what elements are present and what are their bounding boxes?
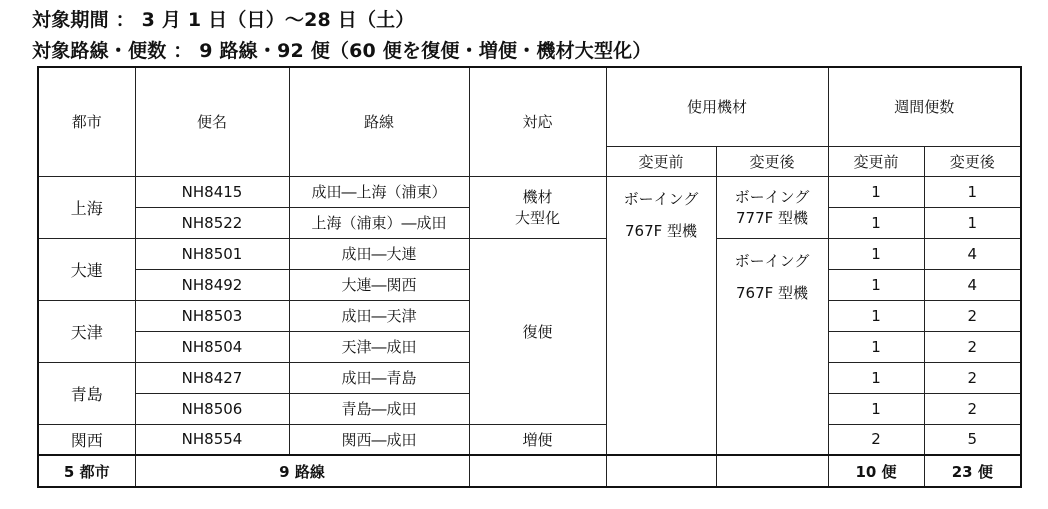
- weekly-after: 1: [924, 207, 1021, 238]
- total-action-empty: [469, 455, 606, 487]
- total-cities: 5 都市: [38, 455, 135, 487]
- route: 成田―天津: [289, 300, 469, 331]
- total-weekly-after: 23 便: [924, 455, 1021, 487]
- flight-number: NH8415: [135, 176, 289, 207]
- route: 成田―上海（浦東）: [289, 176, 469, 207]
- action-upsize-line2: 大型化: [514, 209, 560, 227]
- period-heading: 対象期間 ： 3 月 1 日（日）〜28 日（土）: [32, 9, 415, 31]
- weekly-before: 1: [828, 238, 924, 269]
- aircraft-after-767f-line2: 767F 型機: [735, 283, 809, 302]
- weekly-after: 2: [924, 331, 1021, 362]
- weekly-before: 2: [828, 424, 924, 455]
- flight-number: NH8554: [135, 424, 289, 455]
- weekly-before: 1: [828, 176, 924, 207]
- flight-number: NH8503: [135, 300, 289, 331]
- total-aircraft-after-empty: [716, 455, 828, 487]
- header-aircraft-before: 変更前: [606, 146, 716, 176]
- weekly-before: 1: [828, 393, 924, 424]
- route: 青島―成田: [289, 393, 469, 424]
- route: 大連―関西: [289, 269, 469, 300]
- aircraft-before-line1: ボーイング: [623, 189, 699, 208]
- weekly-after: 4: [924, 269, 1021, 300]
- weekly-after: 2: [924, 300, 1021, 331]
- aircraft-after-777f: [716, 176, 828, 238]
- weekly-before: 1: [828, 331, 924, 362]
- route: 天津―成田: [289, 331, 469, 362]
- weekly-after: 2: [924, 393, 1021, 424]
- weekly-before: 1: [828, 300, 924, 331]
- action-upsize-line1: 機材: [522, 188, 553, 206]
- route: 成田―大連: [289, 238, 469, 269]
- header-flight: 便名: [135, 67, 289, 176]
- route: 関西―成田: [289, 424, 469, 455]
- header-action: 対応: [469, 67, 606, 176]
- weekly-before: 1: [828, 207, 924, 238]
- header-weekly-before: 変更前: [828, 146, 924, 176]
- flight-number: NH8492: [135, 269, 289, 300]
- weekly-after: 1: [924, 176, 1021, 207]
- aircraft-after-767f-line1: ボーイング: [734, 251, 810, 270]
- header-weekly-after: 変更後: [924, 146, 1021, 176]
- flight-number: NH8506: [135, 393, 289, 424]
- total-aircraft-before-empty: [606, 455, 716, 487]
- aircraft-before-line2: 767F 型機: [624, 221, 698, 240]
- weekly-after: 2: [924, 362, 1021, 393]
- city-qingdao: 青島: [38, 362, 135, 424]
- aircraft-after-777f-line2: 777F 型機: [735, 209, 809, 227]
- route: 上海（浦東）―成田: [289, 207, 469, 238]
- city-kansai: 関西: [38, 424, 135, 455]
- routes-heading: 対象路線・便数 ： 9 路線・92 便（60 便を復便・増便・機材大型化）: [32, 40, 652, 62]
- header-aircraft: 使用機材: [606, 67, 828, 146]
- flight-number: NH8427: [135, 362, 289, 393]
- aircraft-before: [606, 176, 716, 455]
- action-increase: 増便: [469, 424, 606, 455]
- total-routes: 9 路線: [135, 455, 469, 487]
- aircraft-after-777f-line1: ボーイング: [734, 188, 810, 206]
- city-shanghai: 上海: [38, 176, 135, 238]
- city-dalian: 大連: [38, 238, 135, 300]
- action-resume: 復便: [469, 238, 606, 424]
- city-tianjin: 天津: [38, 300, 135, 362]
- weekly-after: 4: [924, 238, 1021, 269]
- flight-number: NH8522: [135, 207, 289, 238]
- flight-number: NH8501: [135, 238, 289, 269]
- header-route: 路線: [289, 67, 469, 176]
- weekly-after: 5: [924, 424, 1021, 455]
- header-aircraft-after: 変更後: [716, 146, 828, 176]
- route: 成田―青島: [289, 362, 469, 393]
- weekly-before: 1: [828, 269, 924, 300]
- total-weekly-before: 10 便: [828, 455, 924, 487]
- cargo-schedule-table: [37, 66, 1022, 488]
- flight-number: NH8504: [135, 331, 289, 362]
- weekly-before: 1: [828, 362, 924, 393]
- action-upsize: [469, 176, 606, 238]
- header-city: 都市: [38, 67, 135, 176]
- header-weekly: 週間便数: [828, 67, 1021, 146]
- aircraft-after-767f: [716, 238, 828, 455]
